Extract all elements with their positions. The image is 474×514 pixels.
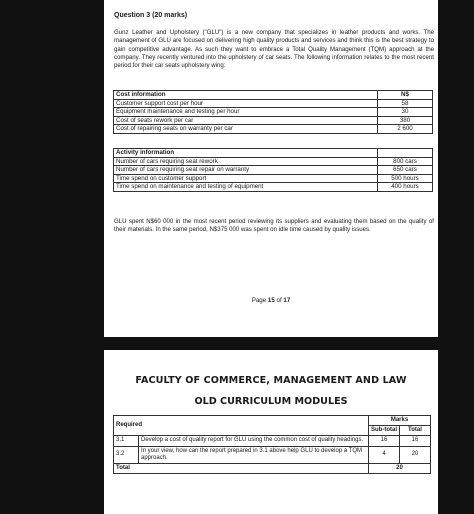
row-value: 2 600 bbox=[378, 125, 433, 134]
document-page-16 bbox=[104, 350, 438, 514]
table-row bbox=[114, 183, 433, 192]
page-of: of bbox=[276, 297, 282, 304]
table-row bbox=[114, 416, 431, 426]
empty-cell bbox=[378, 149, 433, 158]
activity-header: Activity information bbox=[114, 149, 378, 158]
table-row bbox=[114, 446, 431, 463]
subtotal-value: 4 bbox=[369, 446, 400, 463]
document-page-15 bbox=[104, 0, 438, 337]
subtotal-header: Sub-total bbox=[369, 426, 400, 436]
left-dark-border bbox=[0, 0, 104, 514]
row-label: Equipment maintenance and testing per hour bbox=[114, 108, 378, 117]
subtotal-value: 16 bbox=[369, 436, 400, 446]
row-label: Number of cars requiring seat repair on warranty bbox=[114, 166, 378, 175]
page-total: 17 bbox=[283, 297, 291, 304]
table-row bbox=[114, 91, 433, 100]
row-value: 380 bbox=[378, 116, 433, 125]
question-title: Question 3 (20 marks) bbox=[114, 12, 188, 19]
page-separator bbox=[104, 337, 438, 350]
row-label: Cost of seats rework per car bbox=[114, 116, 378, 125]
row-value: 58 bbox=[378, 99, 433, 108]
row-label: Cost of repairing seats on warranty per car bbox=[114, 125, 378, 134]
spending-paragraph: GLU spent N$60 000 in the most recent period reviewing its suppliers and evaluating them based on the quality of their materials. In the same period, N$375 000 was spent on idle time caused by quality issues. bbox=[114, 218, 434, 234]
question-number: 3.2 bbox=[114, 446, 139, 463]
total-label: Total bbox=[114, 464, 369, 474]
total-value: 16 bbox=[400, 436, 431, 446]
unit-header: N$ bbox=[378, 91, 433, 100]
row-value: 30 bbox=[378, 108, 433, 117]
table-row bbox=[114, 125, 433, 134]
required-marks-table bbox=[113, 415, 431, 474]
question-text: Develop a cost of quality report for GLU using the common cost of quality headings. bbox=[139, 436, 369, 446]
required-header: Required bbox=[114, 416, 369, 436]
question-number: 3.1 bbox=[114, 436, 139, 446]
page-current: 15 bbox=[267, 297, 275, 304]
cost-information-table bbox=[113, 90, 433, 134]
table-row bbox=[114, 166, 433, 175]
table-row bbox=[114, 108, 433, 117]
page-number bbox=[104, 297, 438, 304]
total-value: 20 bbox=[400, 446, 431, 463]
activity-information-table bbox=[113, 148, 433, 192]
page-label: Page bbox=[251, 297, 267, 304]
question-text: In your view, how can the report prepared in 3.1 above help GLU to develop a TQM approach. bbox=[139, 446, 369, 463]
table-row bbox=[114, 149, 433, 158]
modules-heading: OLD CURRICULUM MODULES bbox=[194, 396, 348, 407]
row-label: Customer support cost per hour bbox=[114, 99, 378, 108]
table-row bbox=[114, 116, 433, 125]
row-label: Time spend on customer support bbox=[114, 174, 378, 183]
table-row bbox=[114, 436, 431, 446]
row-label: Number of cars requiring seat rework bbox=[114, 157, 378, 166]
row-value: 650 cars bbox=[378, 166, 433, 175]
table-row bbox=[114, 99, 433, 108]
table-row bbox=[114, 174, 433, 183]
row-value: 400 hours bbox=[378, 183, 433, 192]
row-value: 500 hours bbox=[378, 174, 433, 183]
faculty-heading: FACULTY OF COMMERCE, MANAGEMENT AND LAW bbox=[135, 375, 407, 386]
total-header: Total bbox=[400, 426, 431, 436]
total-marks: 20 bbox=[369, 464, 431, 474]
row-value: 800 cars bbox=[378, 157, 433, 166]
row-label: Time spend on maintenance and testing of equipment bbox=[114, 183, 378, 192]
right-dark-border bbox=[438, 0, 474, 514]
question-intro: Gunz Leather and Upholstery ("GLU") is a new company that specializes in leather products and works. The management of GLU are focused on delivering high quality products and services and think this is the best strategy to gain competitive advantage. As such they want to embrace a Total Quality Management (TQM) approach at the company. They recently ventured into the upholstery of car seats. The following information relates to the most recent period for their car seats upholstery wing: bbox=[114, 29, 434, 70]
marks-header: Marks bbox=[369, 416, 431, 426]
table-row bbox=[114, 157, 433, 166]
cost-header: Cost information bbox=[114, 91, 378, 100]
table-row bbox=[114, 464, 431, 474]
